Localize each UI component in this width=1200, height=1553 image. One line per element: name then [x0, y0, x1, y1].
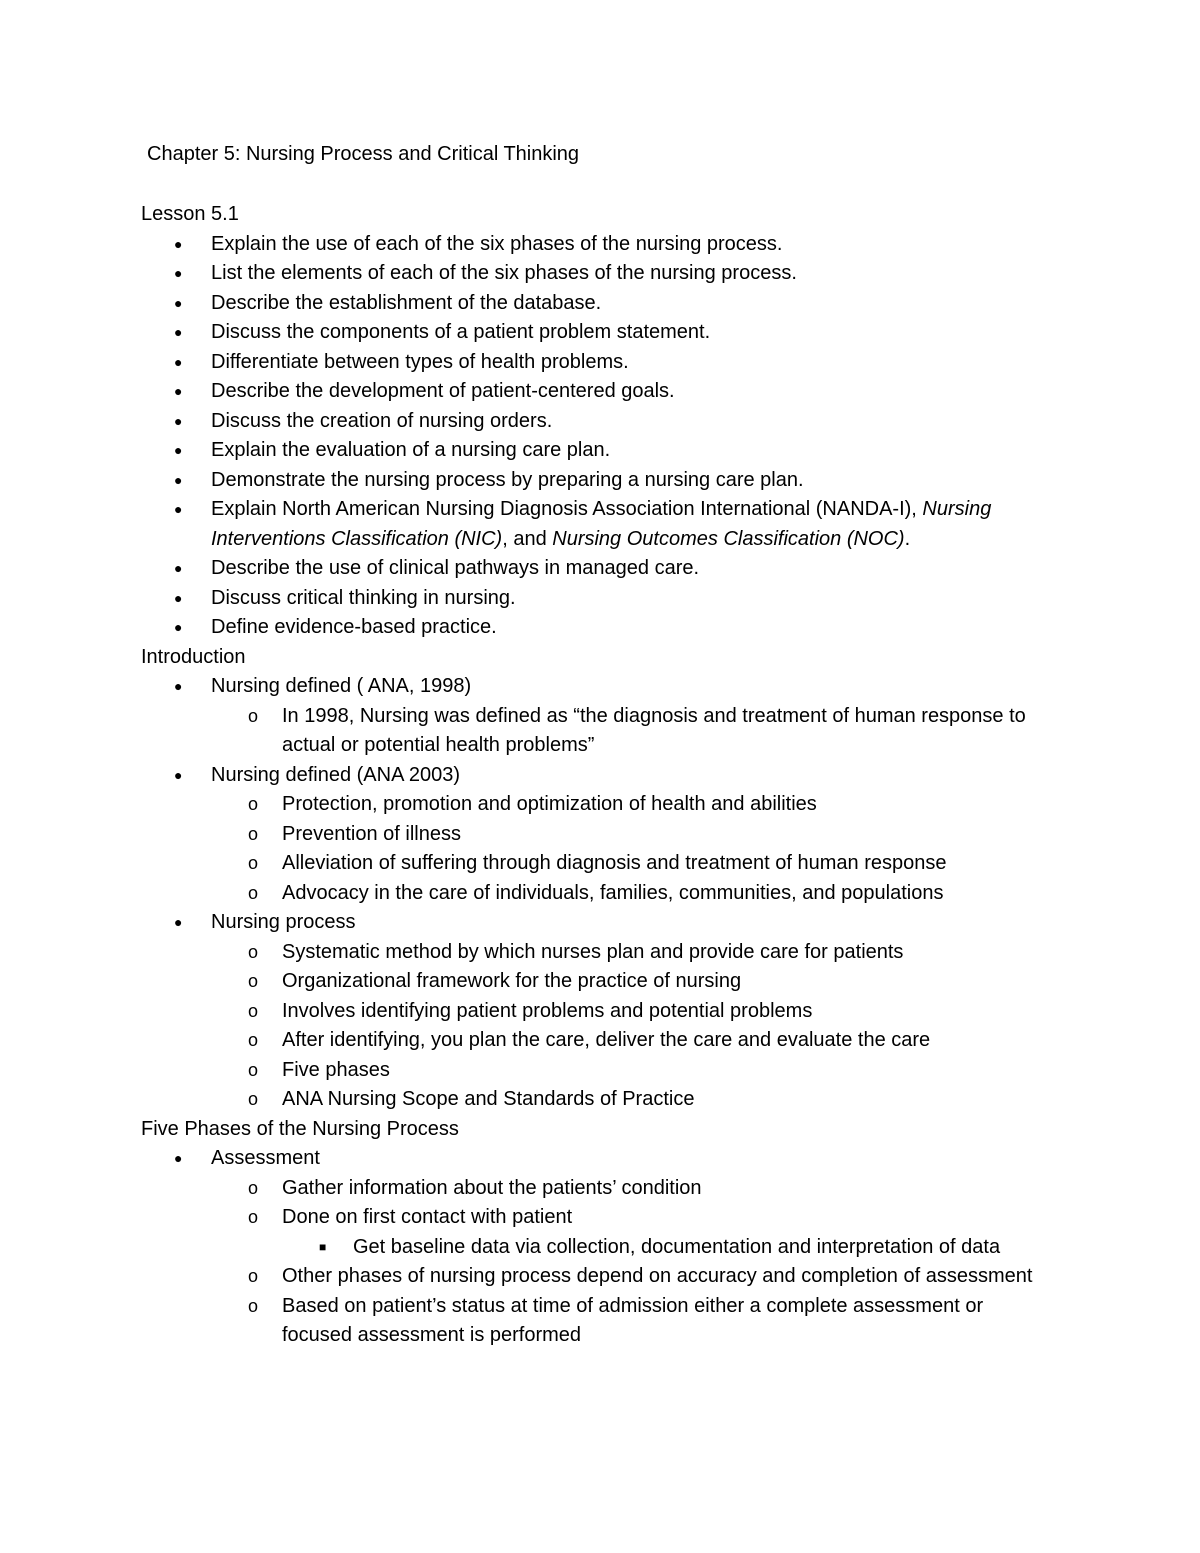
- list-item: ● Discuss the components of a patient problem statement.: [141, 318, 1141, 348]
- sub-list-item: o ANA Nursing Scope and Standards of Practice: [141, 1085, 1141, 1115]
- circle-bullet-icon: o: [248, 882, 259, 903]
- circle-bullet-icon: o: [248, 823, 259, 844]
- list-item: ● Explain the use of each of the six phases of the nursing process.: [141, 230, 1141, 260]
- sub-list: [141, 702, 1141, 761]
- square-bullet-icon: ■: [319, 1239, 327, 1254]
- list-item: ● Define evidence-based practice.: [141, 613, 1141, 643]
- list-item: ● Differentiate between types of health problems.: [141, 348, 1141, 378]
- sub-list: [141, 938, 1141, 1115]
- sub-sub-list-item: ■ Get baseline data via collection, documentation and interpretation of data: [141, 1233, 1141, 1263]
- list-item: ● Describe the development of patient-centered goals.: [141, 377, 1141, 407]
- sub-sub-list: [141, 1233, 1141, 1263]
- sub-list-item: o Five phases: [141, 1056, 1141, 1086]
- bullet-icon: ●: [174, 294, 183, 311]
- list-item: ● Discuss critical thinking in nursing.: [141, 584, 1141, 614]
- sub-list: [141, 790, 1141, 908]
- circle-bullet-icon: o: [248, 971, 259, 991]
- list-item: ● Discuss the creation of nursing orders.: [141, 407, 1141, 437]
- bullet-icon: ●: [174, 914, 183, 930]
- bullet-icon: ●: [174, 324, 183, 340]
- introduction-list: [141, 908, 1141, 938]
- circle-bullet-icon: o: [248, 1295, 259, 1316]
- circle-bullet-icon: o: [248, 1177, 259, 1198]
- sub-list: [141, 1262, 1141, 1351]
- list-item: ● Nursing defined ( ANA, 1998): [141, 672, 1141, 702]
- circle-bullet-icon: o: [248, 941, 259, 962]
- lesson-objectives-list: [141, 230, 1141, 643]
- circle-bullet-icon: o: [248, 794, 259, 814]
- sub-list-item: o Protection, promotion and optimization of health and abilities: [141, 790, 1141, 820]
- bullet-icon: ●: [174, 353, 183, 370]
- circle-bullet-icon: o: [248, 1089, 259, 1109]
- sub-list-item: o Organizational framework for the practice of nursing: [141, 967, 1141, 997]
- list-item: ● Nursing defined (ANA 2003): [141, 761, 1141, 791]
- list-item: ● Describe the use of clinical pathways in managed care.: [141, 554, 1141, 584]
- list-item: ● Demonstrate the nursing process by preparing a nursing care plan.: [141, 466, 1141, 496]
- bullet-icon: ●: [174, 501, 183, 517]
- five-phases-list: [141, 1144, 1141, 1174]
- list-item: ● Assessment: [141, 1144, 1141, 1174]
- bullet-icon: ●: [174, 412, 183, 429]
- sub-list-item: o Advocacy in the care of individuals, families, communities, and populations: [141, 879, 1141, 909]
- introduction-list: [141, 672, 1141, 702]
- circle-bullet-icon: o: [248, 1030, 259, 1050]
- sub-list-item: o In 1998, Nursing was defined as “the diagnosis and treatment of human response to actual or potential health problems”: [141, 702, 1141, 761]
- list-item-nanda: ● Explain North American Nursing Diagnosis Association International (NANDA-I), Nursing Interventions Classification (NIC), and Nursing Outcomes Classification (NOC).: [141, 495, 1141, 554]
- list-item: ● Nursing process: [141, 908, 1141, 938]
- bullet-icon: ●: [174, 1150, 183, 1166]
- circle-bullet-icon: o: [248, 1059, 259, 1080]
- sub-list-item: o Done on first contact with patient: [141, 1203, 1141, 1233]
- sub-list-item: o Based on patient’s status at time of admission either a complete assessment or focused assessment is performed: [141, 1292, 1141, 1351]
- bullet-icon: ●: [174, 560, 183, 576]
- sub-list-item: o Involves identifying patient problems and potential problems: [141, 997, 1141, 1027]
- bullet-icon: ●: [174, 471, 183, 488]
- bullet-icon: ●: [174, 766, 183, 783]
- circle-bullet-icon: o: [248, 1000, 259, 1021]
- sub-list: [141, 1174, 1141, 1233]
- sub-list-item: o After identifying, you plan the care, deliver the care and evaluate the care: [141, 1026, 1141, 1056]
- bullet-icon: ●: [174, 265, 183, 281]
- document-body: [141, 200, 1141, 1351]
- list-item: ● Describe the establishment of the database.: [141, 289, 1141, 319]
- sub-list-item: o Gather information about the patients’ condition: [141, 1174, 1141, 1204]
- list-item: ● List the elements of each of the six phases of the nursing process.: [141, 259, 1141, 289]
- sub-list-item: o Other phases of nursing process depend on accuracy and completion of assessment: [141, 1262, 1141, 1292]
- five-phases-heading: Five Phases of the Nursing Process: [141, 1117, 459, 1140]
- circle-bullet-icon: o: [248, 705, 259, 726]
- introduction-heading: Introduction: [141, 645, 246, 668]
- sub-list-item: o Alleviation of suffering through diagnosis and treatment of human response: [141, 849, 1141, 879]
- bullet-icon: ●: [174, 235, 183, 252]
- lesson-heading: Lesson 5.1: [141, 203, 239, 225]
- bullet-icon: ●: [174, 619, 183, 635]
- bullet-icon: ●: [174, 383, 183, 399]
- sub-list-item: o Systematic method by which nurses plan and provide care for patients: [141, 938, 1141, 968]
- bullet-icon: ●: [174, 589, 183, 606]
- page-title: Chapter 5: Nursing Process and Critical Thinking: [147, 143, 580, 165]
- bullet-icon: ●: [174, 442, 183, 458]
- circle-bullet-icon: o: [248, 853, 259, 873]
- sub-list-item: o Prevention of illness: [141, 820, 1141, 850]
- circle-bullet-icon: o: [248, 1207, 259, 1227]
- bullet-icon: ●: [174, 678, 183, 694]
- introduction-list: [141, 761, 1141, 791]
- list-item: ● Explain the evaluation of a nursing care plan.: [141, 436, 1141, 466]
- circle-bullet-icon: o: [248, 1266, 259, 1286]
